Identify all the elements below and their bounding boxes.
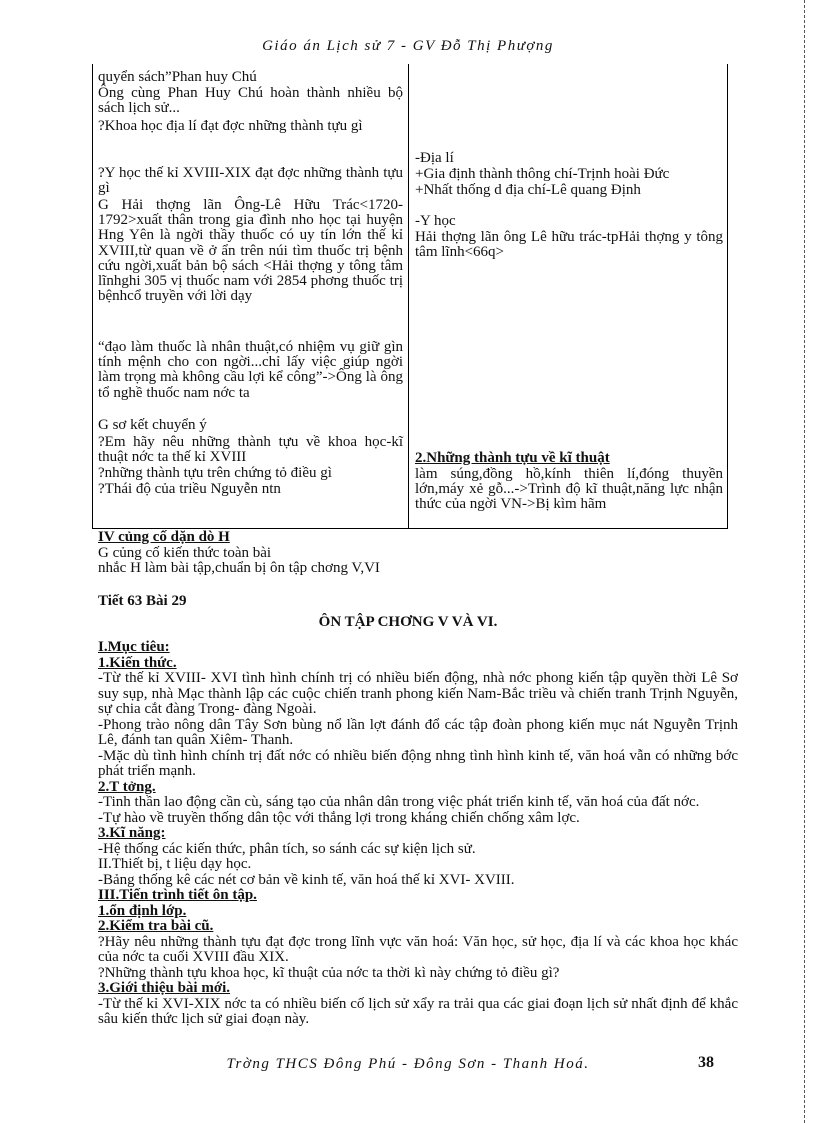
paragraph: -Từ thế kỉ XVI-XIX nớc ta có nhiều biến cố lịch sử xẩy ra trải qua các giai đoạn lịch sử nhất định để khắc sâu kiến thức lịch sử giai đoạn này. <box>98 995 738 1027</box>
paragraph: -Mặc dù tình hình chính trị đất nớc có nhiều biến động nhng tình hình kinh tế, văn hoá vẫn có những bớc phát triển mạnh. <box>98 747 738 779</box>
paragraph: II.Thiết bị, t liệu dạy học. <box>98 856 252 872</box>
page-number: 38 <box>698 1054 714 1071</box>
section-heading: 2.T tởng. <box>98 778 156 795</box>
section-heading: 3.Giới thiệu bài mới. <box>98 980 231 996</box>
paragraph: -Bảng thống kê các nét cơ bản về kinh tế, văn hoá thế kỉ XVI- XVIII. <box>98 871 515 888</box>
table-cell-text: +Gia định thành thông chí-Trịnh hoài Đức <box>415 166 670 182</box>
section-heading: III.Tiến trình tiết ôn tập. <box>98 887 257 903</box>
paragraph: -Hệ thống các kiến thức, phân tích, so sánh các sự kiện lịch sử. <box>98 840 476 857</box>
table-cell-text: -Địa lí <box>415 150 454 166</box>
table-cell-text: quyển sách”Phan huy Chú <box>98 69 257 85</box>
paragraph: -Từ thế kỉ XVIII- XVI tình hình chính trị có nhiều biến động, nhà nớc phong kiến tập quyền thời Lê Sơ suy sụp, nhà Mạc thành lập các cuộc chiến tranh phong kiến Nam-Bắc triều và chiến tranh Trịnh Nguyễn, sự chia cắt đàng Trong- đàng Ngoài. <box>98 670 738 717</box>
section-heading: 3.Kĩ năng: <box>98 825 166 841</box>
table-cell-text: Hải thợng lãn ông Lê hữu trác-tpHải thợng y tông tâm lĩnh<66q> <box>415 229 723 261</box>
table-cell-question: ?Y học thế kỉ XVIII-XIX đạt đợc những thành tựu gì <box>98 165 403 197</box>
table-column-divider <box>408 64 409 528</box>
cungco-line: nhắc H làm bài tập,chuẩn bị ôn tập chơng V,VI <box>98 560 380 576</box>
section-heading: 1.Kiến thức. <box>98 654 177 671</box>
table-cell-text: -Y học <box>415 213 456 229</box>
lesson-title: ÔN TẬP CHƠNG V VÀ VI. <box>318 614 498 630</box>
paragraph: -Phong trào nông dân Tây Sơn bùng nổ lần lợt đánh đổ các tập đoàn phong kiến mục nát Nguyễn Trịnh Lê, đánh tan quân Xiêm- Thanh. <box>98 716 738 748</box>
table-cell-question: ?những thành tựu trên chứng tỏ điều gì <box>98 465 332 481</box>
table-cell-heading: 2.Những thành tựu về kĩ thuật <box>415 450 610 466</box>
section-heading: 1.ổn định lớp. <box>98 902 187 919</box>
table-cell-quote: “đạo làm thuốc là nhân thuật,có nhiệm vụ giữ gìn tính mệnh cho con ngời...chỉ lấy việc giúp ngời làm trọng mà không cầu lợi kể công”->Ông là ông tổ nghề thuốc nam nớc ta <box>98 339 403 401</box>
lesson-body <box>98 640 738 1028</box>
paragraph: -Tự hào về truyền thống dân tộc với thắng lợi trong kháng chiến chống xâm lợc. <box>98 809 580 826</box>
page-footer: Trờng THCS Đông Phú - Đông Sơn - Thanh Hoá. <box>226 1056 590 1072</box>
table-cell-text: G Hải thợng lãn Ông-Lê Hữu Trác<1720-1792>xuất thân trong gia đình nho học tại huyện Hng Yên là ngời thầy thuốc có uy tín lớn thế kỉ XVIII,từ quan về ở ẩn trên núi tìm thuốc trị bệnh cứu ngời,xuất bản bộ sách <Hải thợng y tông tâm lĩnhghi 305 vị thuốc nam với 2854 phơng thuốc trị bệnhcổ truyền với lời dạy <box>98 197 403 305</box>
table-cell-question: ?Em hãy nêu những thành tựu về khoa học-kĩ thuật nớc ta thế kỉ XVIII <box>98 434 403 466</box>
cungco-heading: IV củng cố dặn dò H <box>98 529 230 545</box>
cungco-section <box>98 530 738 577</box>
lesson-table <box>92 64 728 529</box>
paragraph: ?Hãy nêu những thành tựu đạt đợc trong lĩnh vực văn hoá: Văn học, sử học, địa lí và các khoa học khác của nớc ta cuối XVIII đầu XIX. <box>98 933 738 965</box>
table-cell-question: ?Khoa học địa lí đạt đợc những thành tựu gì <box>98 118 363 134</box>
table-cell-text: G sơ kết chuyển ý <box>98 417 207 433</box>
cungco-line: G củng cố kiến thức toàn bài <box>98 544 272 561</box>
paragraph: ?Những thành tựu khoa học, kĩ thuật của nớc ta thời kì này chứng tỏ điều gì? <box>98 964 560 981</box>
lesson-label: Tiết 63 Bài 29 <box>98 593 187 609</box>
table-cell-text: Ông cùng Phan Huy Chú hoàn thành nhiều bộ sách lịch sử... <box>98 85 403 117</box>
section-heading: I.Mục tiêu: <box>98 639 170 655</box>
table-cell-question: ?Thái độ của triều Nguyễn ntn <box>98 481 281 497</box>
page-edge-line <box>804 0 806 1123</box>
table-cell-text: +Nhất thống d địa chí-Lê quang Định <box>415 182 641 198</box>
table-cell-text: làm súng,đồng hồ,kính thiên lí,đóng thuyền lớn,máy xẻ gỗ...->Trình độ kĩ thuật,năng lực nhận thức của ngời VN->Bị kìm hãm <box>415 466 723 513</box>
paragraph: -Tinh thần lao động cần cù, sáng tạo của nhân dân trong việc phát triển kinh tế, văn hoá của đất nớc. <box>98 794 700 810</box>
page-header: Giáo án Lịch sử 7 - GV Đỗ Thị Phượng <box>262 38 554 54</box>
section-heading: 2.Kiểm tra bài cũ. <box>98 918 214 934</box>
